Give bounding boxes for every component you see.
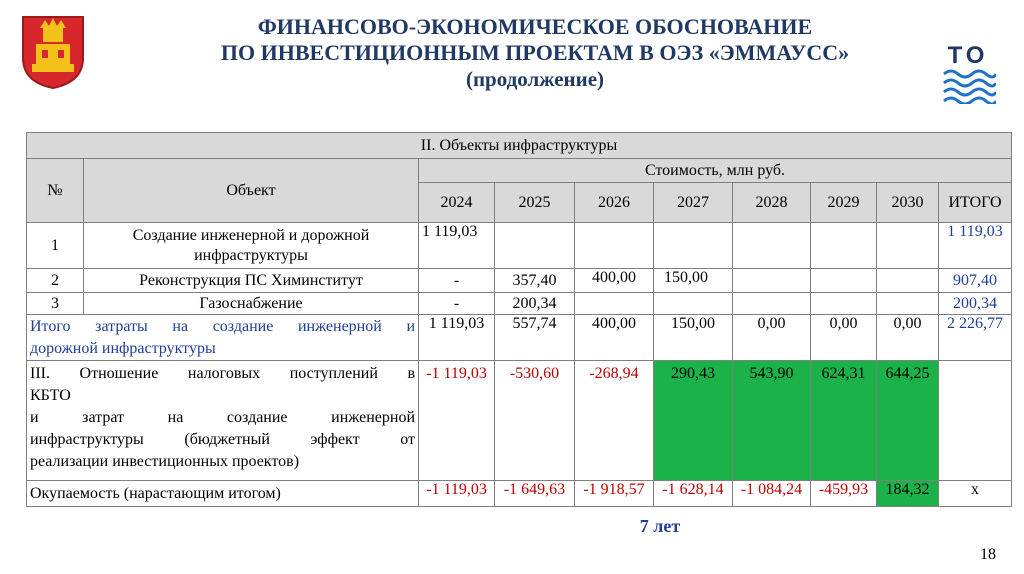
year-header: 2024 [419, 183, 495, 223]
ratio-total [939, 361, 1012, 481]
row-value [811, 223, 877, 269]
page-title [150, 14, 920, 92]
row-value [495, 223, 575, 269]
row-value [877, 223, 939, 269]
subtotal-total: 2 226,77 [939, 315, 1012, 361]
payback-value: -459,93 [811, 481, 877, 507]
subtotal-value: 0,00 [733, 315, 811, 361]
ratio-value: 543,90 [733, 361, 811, 481]
payback-label: Окупаемость (нарастающим итогом) [27, 481, 419, 507]
total-header: ИТОГО [939, 183, 1012, 223]
payback-value: -1 628,14 [654, 481, 733, 507]
row-value: - [419, 269, 495, 293]
year-header: 2028 [733, 183, 811, 223]
row-value [811, 269, 877, 293]
coat-of-arms-icon [20, 14, 86, 90]
year-header: 2026 [575, 183, 654, 223]
title-subtitle: (продолжение) [465, 67, 605, 91]
row-value [575, 293, 654, 315]
row-value: - [419, 293, 495, 315]
subtotal-value: 557,74 [495, 315, 575, 361]
section-title: II. Объекты инфраструктуры [27, 133, 1012, 159]
ratio-label-line: инфраструктуры (бюджетный эффект от [30, 431, 415, 448]
ratio-label-line: КБТО [30, 387, 71, 404]
subtotal-value: 0,00 [811, 315, 877, 361]
payback-value: -1 084,24 [733, 481, 811, 507]
year-header: 2027 [654, 183, 733, 223]
row-object: Реконструкция ПС Химинститут [84, 269, 419, 293]
row-value [877, 269, 939, 293]
year-header: 2029 [811, 183, 877, 223]
row-total: 1 119,03 [939, 223, 1012, 269]
ratio-label-line: и затрат на создание инженерной [30, 409, 415, 426]
subtotal-value: 400,00 [575, 315, 654, 361]
table-row [27, 223, 1012, 269]
subtotal-label [27, 315, 419, 361]
col-header-object: Объект [84, 159, 419, 223]
subtotal-value: 150,00 [654, 315, 733, 361]
title-line-2: ПО ИНВЕСТИЦИОННЫМ ПРОЕКТАМ В ОЭЗ «ЭММАУСС» [220, 40, 850, 65]
row-value [733, 293, 811, 315]
row-value [654, 223, 733, 269]
row-object: Газоснабжение [84, 293, 419, 315]
ratio-value: 624,31 [811, 361, 877, 481]
row-value [877, 293, 939, 315]
table-row [27, 269, 1012, 293]
payback-value: -1 918,57 [575, 481, 654, 507]
row-value [575, 223, 654, 269]
year-header: 2030 [877, 183, 939, 223]
payback-period: 7 лет [639, 516, 681, 536]
payback-value: 184,32 [877, 481, 939, 507]
row-value [654, 293, 733, 315]
row-total: 200,34 [939, 293, 1012, 315]
row-value: 357,40 [495, 269, 575, 293]
row-num: 3 [27, 293, 84, 315]
row-num: 1 [27, 223, 84, 269]
subtotal-row [27, 315, 1012, 361]
row-num: 2 [27, 269, 84, 293]
row-value: 150,00 [654, 269, 733, 293]
row-value [733, 269, 811, 293]
table-row [27, 293, 1012, 315]
ratio-row [27, 361, 1012, 481]
ratio-label-line: реализации инвестиционных проектов) [30, 453, 300, 470]
page-number: 18 [980, 546, 996, 563]
ratio-label [27, 361, 419, 481]
waves-icon [940, 68, 996, 104]
ratio-value: -1 119,03 [419, 361, 495, 481]
ratio-value: -268,94 [575, 361, 654, 481]
ratio-label-line: III. Отношение налоговых поступлений в [30, 365, 415, 382]
payback-total: х [939, 481, 1012, 507]
subtotal-label-line: Итого затраты на создание инженерной и [30, 317, 415, 335]
col-header-num: № [27, 159, 84, 223]
row-value: 400,00 [575, 269, 654, 293]
row-total: 907,40 [939, 269, 1012, 293]
row-value: 200,34 [495, 293, 575, 315]
ratio-value: 644,25 [877, 361, 939, 481]
subtotal-label-line: дорожной инфраструктуры [30, 339, 216, 357]
year-header: 2025 [495, 183, 575, 223]
ratio-value: 290,43 [654, 361, 733, 481]
tver-oblast-logo [940, 44, 996, 108]
row-value: 1 119,03 [419, 223, 495, 269]
row-object: Создание инженерной и дорожной инфраструктуры [84, 223, 419, 269]
row-value [811, 293, 877, 315]
payback-row [27, 481, 1012, 507]
subtotal-value: 1 119,03 [419, 315, 495, 361]
row-value [733, 223, 811, 269]
ratio-value: -530,60 [495, 361, 575, 481]
payback-value: -1 119,03 [419, 481, 495, 507]
subtotal-value: 0,00 [877, 315, 939, 361]
payback-value: -1 649,63 [495, 481, 575, 507]
infrastructure-table [26, 132, 1012, 507]
title-line-1: ФИНАНСОВО-ЭКОНОМИЧЕСКОЕ ОБОСНОВАНИЕ [257, 14, 813, 39]
logo-text: ТО [947, 42, 989, 69]
col-header-cost: Стоимость, млн руб. [419, 159, 1012, 183]
